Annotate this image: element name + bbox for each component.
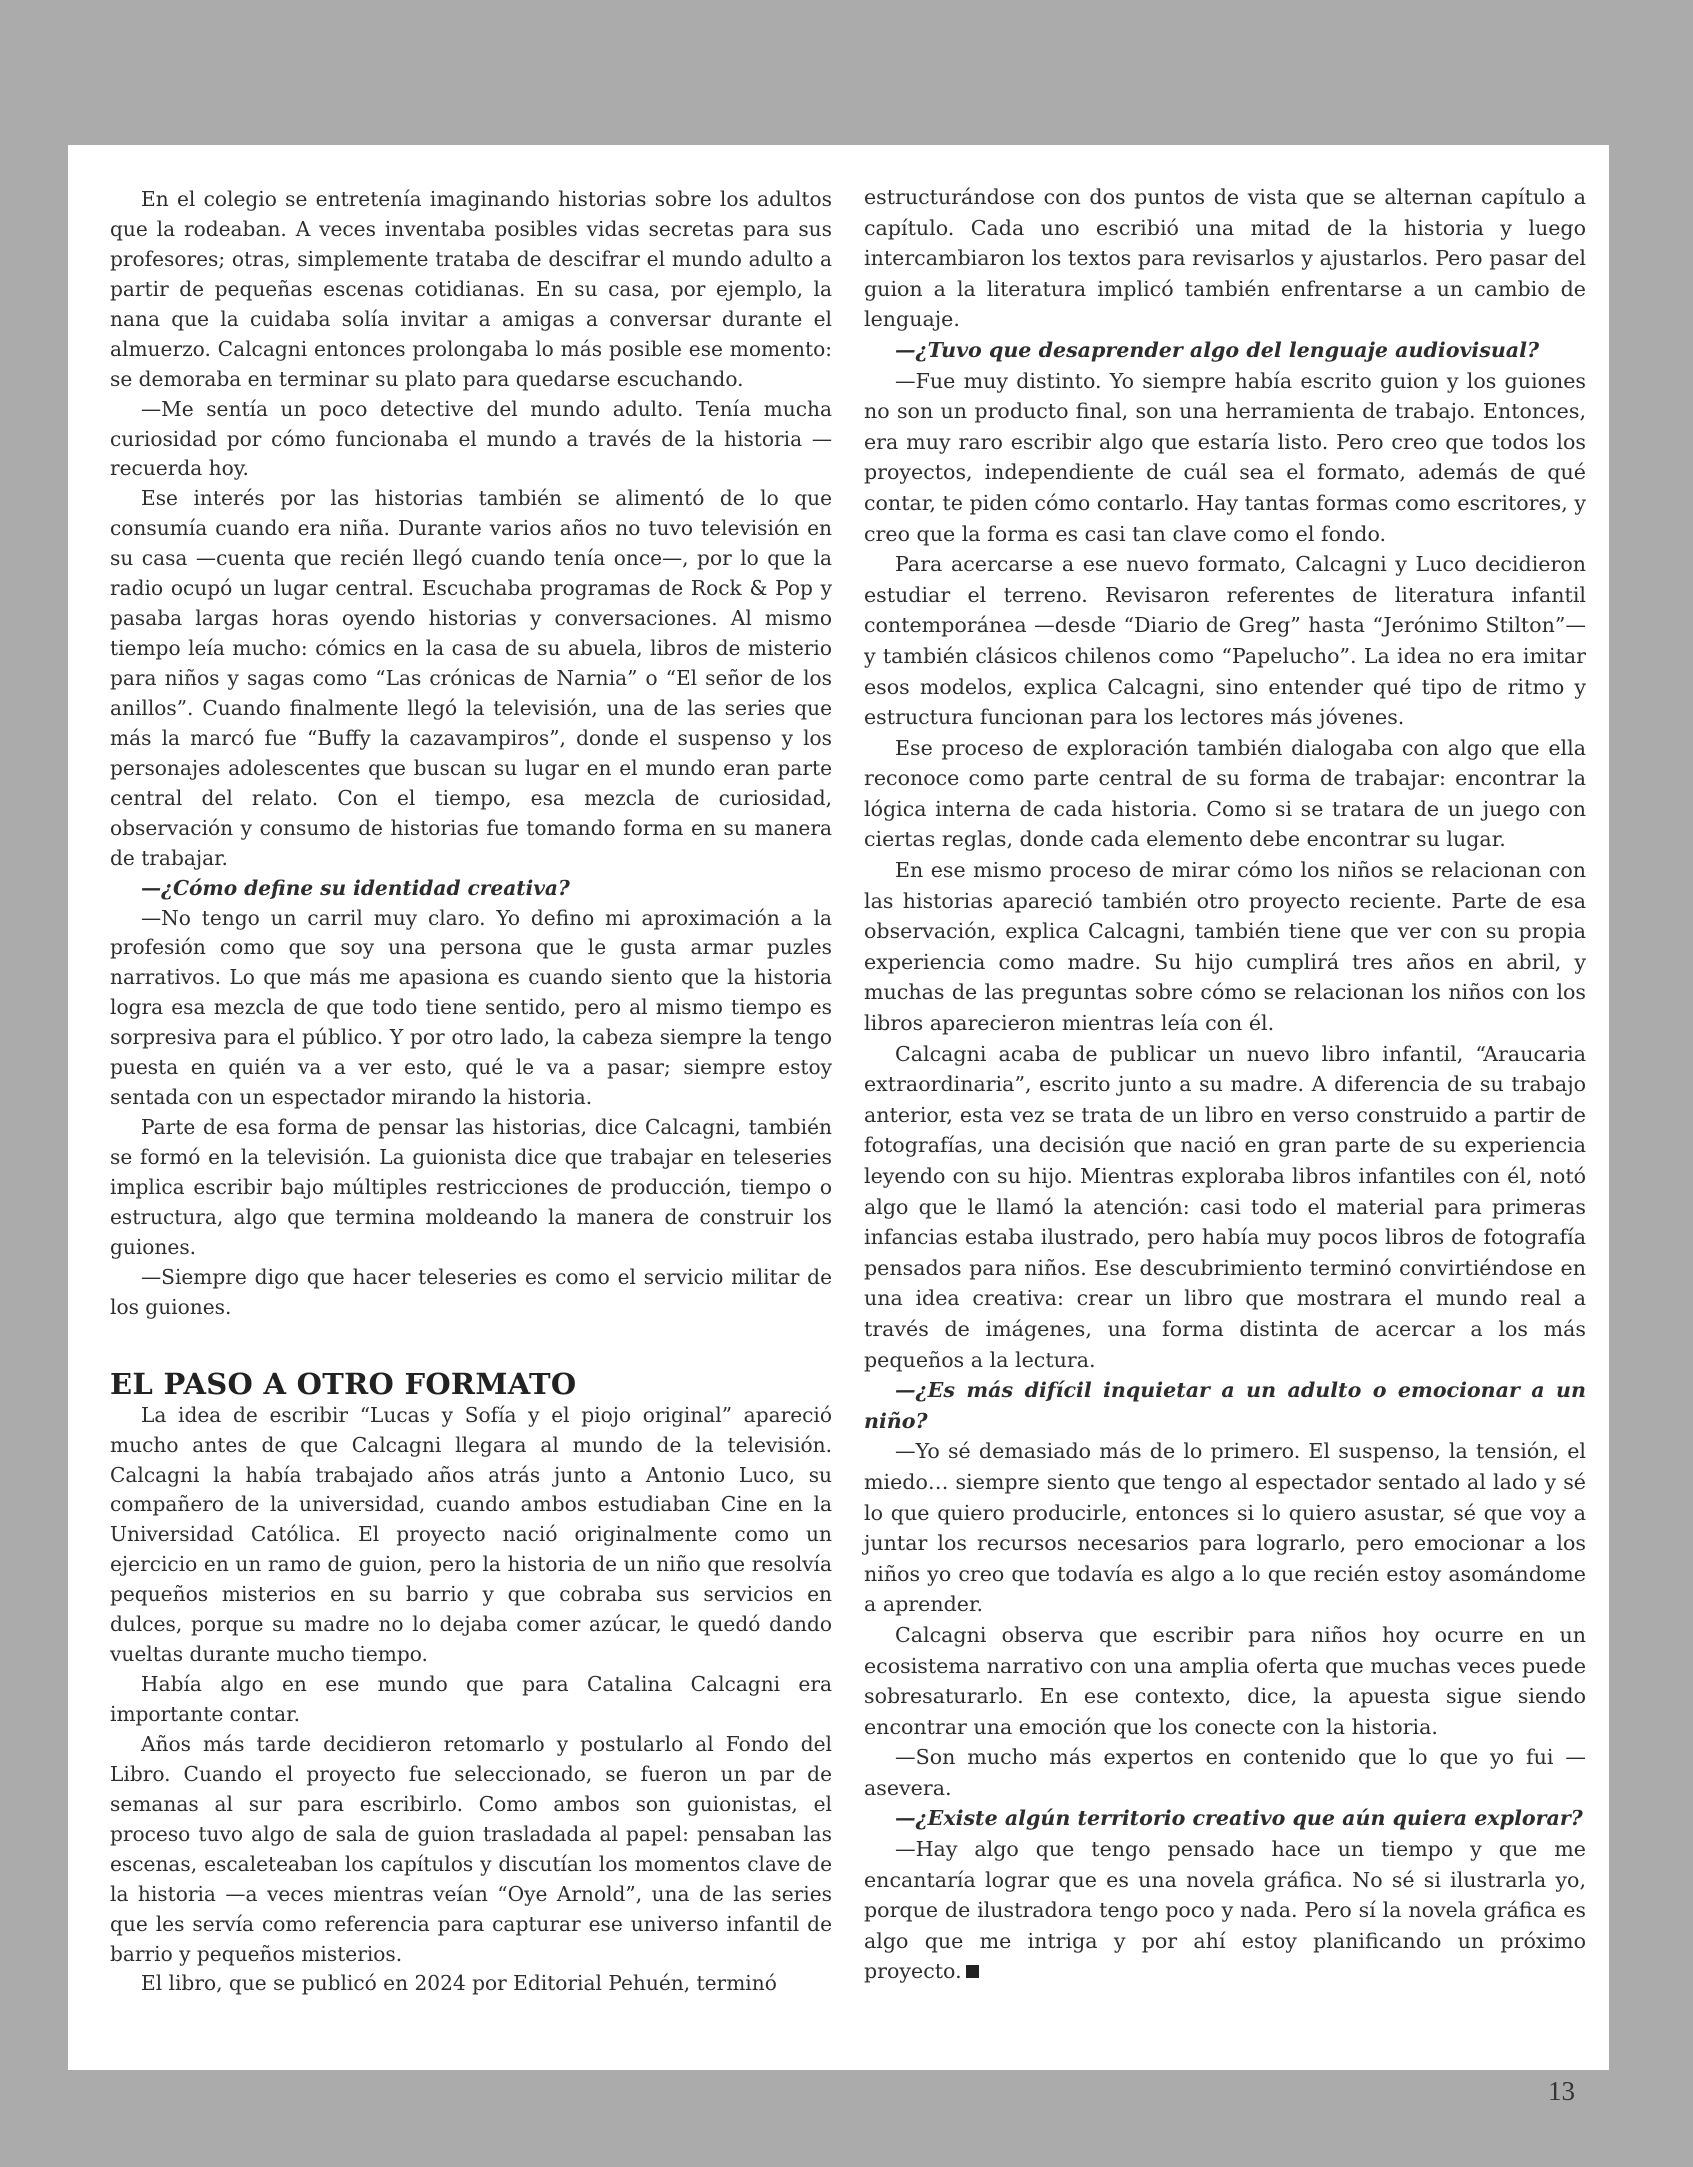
paragraph-continuation: estructurándose con dos puntos de vista que se alternan capítulo a capítulo. Cada uno escribió una mitad de la historia y luego intercambiaron los textos para revisarlos y ajustarlos. Pero pasar del guion a la literatura implicó también enfrentarse a un cambio de lenguaje. — [864, 185, 1586, 332]
page-number: 13 — [1548, 2076, 1575, 2106]
final-paragraph-text: —Hay algo que tengo pensado hace un tiempo y que me encantaría lograr que es una novela gráfica. No sé si ilustrarla yo, porque de ilustradora tengo poco y nada. Pero sí la novela gráfica es algo que me intriga y por ahí estoy planificando un próximo proyecto. — [864, 1837, 1586, 1984]
interview-question: —¿Cómo define su identidad creativa? — [141, 875, 570, 900]
paragraph: El libro, que se publicó en 2024 por Editorial Pehuén, terminó — [141, 1971, 777, 1996]
paragraph: Había algo en ese mundo que para Catalina Calcagni era importante contar. — [110, 1672, 832, 1726]
paragraph: —Me sentía un poco detective del mundo adulto. Tenía mucha curiosidad por cómo funcionaba el mundo a través de la historia —recuerda hoy. — [110, 396, 832, 481]
paragraph: Para acercarse a ese nuevo formato, Calcagni y Luco decidieron estudiar el terreno. Revisaron referentes de literatura infantil contemporánea —desde “Diario de Greg” hasta “Jerónimo Stilton”— y también clásicos chilenos como “Papelucho”. La idea no era imitar esos modelos, explica Calcagni, sino entender qué tipo de ritmo y estructura funcionan para los lectores más jóvenes. — [864, 552, 1586, 730]
paragraph: Ese interés por las historias también se alimentó de lo que consumía cuando era niña. Durante varios años no tuvo televisión en su casa —cuenta que recién llegó cuando tenía once—, por lo que la radio ocupó un lugar central. Escuchaba programas de Rock & Pop y pasaba largas horas oyendo historias y conversaciones. Al mismo tiempo leía mucho: cómics en la casa de su abuela, libros de misterio para niños y sagas como “Las crónicas de Narnia” o “El señor de los anillos”. Cuando finalmente llegó la televisión, una de las series que más la marcó fue “Buffy la cazavampiros”, donde el suspenso y los personajes adolescentes que buscan su lugar en el mundo eran parte central del relato. Con el tiempo, esa mezcla de curiosidad, observación y consumo de historias fue tomando forma en su manera de trabajar. — [110, 486, 832, 870]
interview-question: —¿Existe algún territorio creativo que aún quiera explorar? — [895, 1806, 1583, 1831]
paragraph: —Son mucho más expertos en contenido que lo que yo fui —asevera. — [864, 1745, 1586, 1800]
final-paragraph — [864, 1834, 1586, 1987]
interview-question: —¿Es más difícil inquietar a un adulto o emocionar a un niño? — [864, 1378, 1586, 1433]
paragraph: —Siempre digo que hacer teleseries es como el servicio militar de los guiones. — [110, 1264, 832, 1319]
paragraph: —No tengo un carril muy claro. Yo defino mi aproximación a la profesión como que soy una persona que le gusta armar puzles narrativos. Lo que más me apasiona es cuando siento que la historia logra esa mezcla de que todo tiene sentido, pero al mismo tiempo es sorpresiva para el público. Y por otro lado, la cabeza siempre la tengo puesta en quién va a ver esto, qué le va a pasar; siempre estoy sentada con un espectador mirando la historia. — [110, 905, 832, 1110]
paragraph: Ese proceso de exploración también dialogaba con algo que ella reconoce como parte central de su forma de trabajar: encontrar la lógica interna de cada historia. Como si se tratara de un juego con ciertas reglas, donde cada elemento debe encontrar su lugar. — [864, 735, 1586, 852]
end-mark-icon — [966, 1965, 979, 1978]
paragraph: La idea de escribir “Lucas y Sofía y el piojo original” apareció mucho antes de que Calcagni llegara al mundo de la televisión. Calcagni la había trabajado años atrás junto a Antonio Luco, su compañero de la universidad, cuando ambos estudiaban Cine en la Universidad Católica. El proyecto nació originalmente como un ejercicio en un ramo de guion, pero la historia de un niño que resolvía pequeños misterios en su barrio y que cobraba sus servicios en dulces, porque su madre no lo dejaba comer azúcar, le quedó dando vueltas durante mucho tiempo. — [110, 1402, 832, 1667]
paragraph: Parte de esa forma de pensar las historias, dice Calcagni, también se formó en la televisión. La guionista dice que trabajar en teleseries implica escribir bajo múltiples restricciones de producción, tiempo o estructura, algo que termina moldeando la manera de construir los guiones. — [110, 1115, 832, 1259]
interview-question: —¿Tuvo que desaprender algo del lenguaje audiovisual? — [895, 337, 1540, 362]
section-heading: EL PASO A OTRO FORMATO — [110, 1366, 577, 1401]
paragraph: En el colegio se entretenía imaginando historias sobre los adultos que la rodeaban. A veces inventaba posibles vidas secretas para sus profesores; otras, simplemente trataba de descifrar el mundo adulto a partir de pequeñas escenas cotidianas. En su casa, por ejemplo, la nana que la cuidaba solía invitar a amigas a conversar durante el almuerzo. Calcagni entonces prolongaba lo más posible ese momento: se demoraba en terminar su plato para quedarse escuchando. — [110, 187, 832, 391]
paragraph: —Yo sé demasiado más de lo primero. El suspenso, la tensión, el miedo… siempre siento que tengo al espectador sentado al lado y sé lo que quiero producirle, entonces si lo quiero asustar, sé que voy a juntar los recursos necesarios para lograrlo, pero emocionar a los niños yo creo que todavía es algo a lo que recién estoy asomándome a aprender. — [864, 1439, 1586, 1617]
paragraph: Calcagni acaba de publicar un nuevo libro infantil, “Araucaria extraordinaria”, escrito junto a su madre. A diferencia de su trabajo anterior, esta vez se trata de un libro en verso construido a partir de fotografías, una decisión que nació en gran parte de su experiencia leyendo con su hijo. Mientras exploraba libros infantiles con él, notó algo que le llamó la atención: casi todo el material para primeras infancias estaba ilustrado, pero había muy pocos libros de fotografía pensados para niños. Ese descubrimiento terminó convirtiéndose en una idea creativa: crear un libro que mostrara el mundo real a través de imágenes, una forma distinta de acercar a los más pequeños a la lectura. — [864, 1041, 1586, 1372]
right-column — [864, 182, 1586, 1987]
left-column — [110, 185, 832, 1999]
paragraph: Calcagni observa que escribir para niños hoy ocurre en un ecosistema narrativo con una amplia oferta que muchas veces puede sobresaturarlo. En ese contexto, dice, la apuesta sigue siendo encontrar una emoción que los conecte con la historia. — [864, 1622, 1586, 1739]
paragraph: Años más tarde decidieron retomarlo y postularlo al Fondo del Libro. Cuando el proyecto fue seleccionado, se fueron un par de semanas al sur para escribirlo. Como ambos son guionistas, el proceso tuvo algo de sala de guion trasladada al papel: pensaban las escenas, escaleteaban los capítulos y discutían los momentos clave de la historia —a veces mientras veían “Oye Arnold”, una de las series que les servía como referencia para capturar ese universo infantil de barrio y pequeños misterios. — [110, 1731, 832, 1966]
article-page — [68, 145, 1609, 2070]
paragraph: En ese mismo proceso de mirar cómo los niños se relacionan con las historias apareció también otro proyecto reciente. Parte de esa observación, explica Calcagni, también tiene que ver con su propia experiencia como madre. Su hijo cumplirá tres años en abril, y muchas de las preguntas sobre cómo se relacionan los niños con los libros aparecieron mientras leía con él. — [864, 858, 1586, 1036]
paragraph: —Fue muy distinto. Yo siempre había escrito guion y los guiones no son un producto final, son una herramienta de trabajo. Entonces, era muy raro escribir algo que estaría listo. Pero creo que todos los proyectos, independiente de cuál sea el formato, además de qué contar, te piden cómo contarlo. Hay tantas formas como escritores, y creo que la forma es casi tan clave como el fondo. — [864, 368, 1586, 546]
